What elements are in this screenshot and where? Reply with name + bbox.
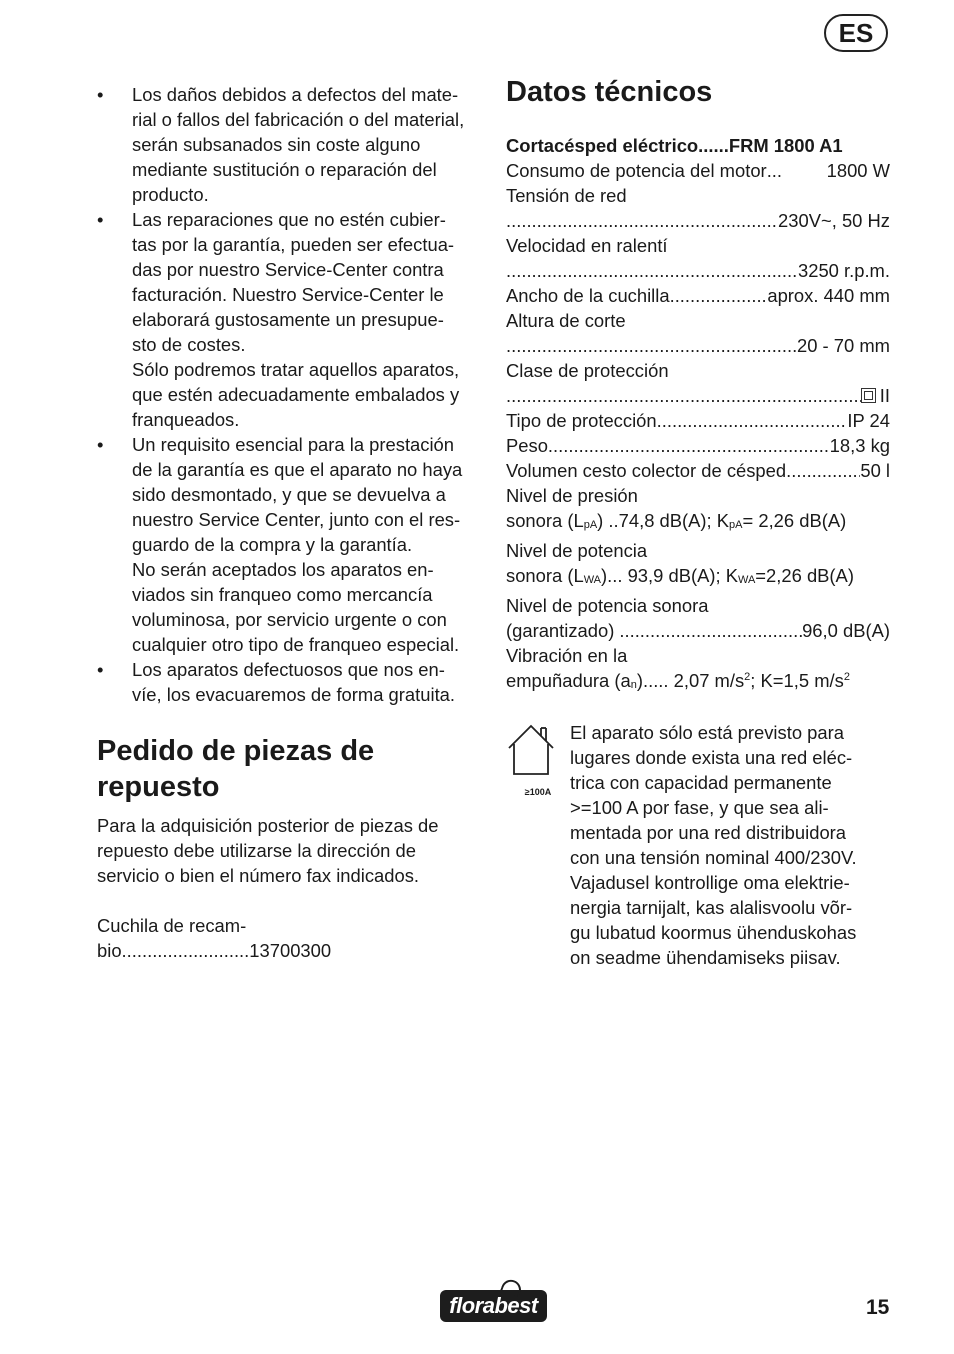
spec-row-motor [506, 158, 890, 183]
spec-row-guaranteed-power [506, 618, 890, 643]
text-line: franqueados. [132, 409, 240, 430]
spec-row-sound-power [506, 563, 890, 593]
spec-dots [506, 333, 797, 358]
spec-value-text: )... 93,9 dB(A); K [601, 565, 738, 586]
note-text [570, 720, 857, 970]
house-icon-block [506, 722, 570, 970]
list-item [97, 657, 482, 707]
spec-value-text: ; K=1,5 m/s [750, 670, 844, 691]
text-line: elaborará gustosamente un presupue- [132, 309, 444, 330]
spec-label: Velocidad en ralentí [506, 235, 668, 256]
heading-line: Pedido de piezas de [97, 735, 375, 767]
text-line: rial o fallos del fabricación o del material, [132, 109, 465, 130]
spec-row-sound-pressure [506, 508, 890, 538]
spec-label: (garantizado) [506, 620, 615, 641]
spec-value-text: =2,26 dB(A) [755, 565, 854, 586]
spec-row-basket [506, 458, 890, 483]
spec-value: IP 24 [847, 410, 890, 431]
spec-dots [548, 433, 830, 458]
spec-row-vibration [506, 668, 890, 698]
spec-row-protection-type [506, 408, 890, 433]
text-line: voluminosa, por servicio urgente o con [132, 609, 447, 630]
left-column [97, 82, 482, 963]
protection-class-ii-icon [861, 388, 876, 403]
spec-value [506, 668, 850, 698]
spec-row-voltage [506, 208, 890, 233]
section-heading-technical-data: Datos técnicos [506, 76, 713, 108]
text-line: Un requisito esencial para la prestación [132, 434, 455, 455]
text-line: Sólo podremos tratar aquellos aparatos, [132, 359, 460, 380]
subscript: pA [729, 519, 743, 531]
spec-value-text: )..... 2,07 m/s [636, 670, 745, 691]
spec-value: aprox. 440 mm [767, 285, 890, 306]
spec-value: 1800 W [826, 160, 890, 181]
grid-capacity-note [506, 720, 890, 970]
text-line: Para la adquisición posterior de piezas de [97, 815, 439, 836]
list-item [97, 432, 482, 657]
spec-value-text: II [879, 385, 890, 406]
text-line: Los aparatos defectuosos que nos en- [132, 659, 445, 680]
spec-dots [786, 458, 860, 483]
text-line: de la garantía es que el aparato no haya [132, 459, 463, 480]
spec-dots [657, 408, 848, 433]
spec-label: Volumen cesto colector de césped [506, 460, 787, 481]
text-line: mentada por una red distribuidora [570, 822, 847, 843]
text-line: que estén adecuadamente embalados y [132, 384, 460, 405]
spec-value [506, 563, 854, 593]
spec-value: 230V~, 50 Hz [778, 210, 890, 231]
spec-value: 3250 r.p.m. [797, 260, 890, 281]
warranty-list [97, 82, 482, 707]
text-line: No serán aceptados los aparatos en- [132, 559, 434, 580]
bullet: • [97, 434, 104, 455]
text-line: nuestro Service Center, junto con el res- [132, 509, 461, 530]
spec-value: 50 l [860, 460, 890, 481]
spec-label: Nivel de potencia [506, 540, 648, 561]
spare-parts-paragraph [97, 813, 482, 888]
text-line: gu lubatud koormus ühenduskohas [570, 922, 857, 943]
spec-label: Ancho de la cuchilla [506, 285, 670, 306]
text-line: Vajadusel kontrollige oma elektrie- [570, 872, 850, 893]
subscript: n [630, 679, 637, 691]
spec-value-text: = 2,26 dB(A) [742, 510, 847, 531]
page-number: 15 [866, 1296, 890, 1319]
text-line: nergia tarnijalt, kas alalisvoolu võr- [570, 897, 853, 918]
spec-label: Altura de corte [506, 310, 626, 331]
subscript: WA [583, 574, 602, 586]
text-line: tas por la garantía, pueden ser efectua- [132, 234, 455, 255]
section-heading-spare-parts [97, 733, 482, 805]
spec-dots: ...... [698, 135, 729, 156]
spec-row-idle [506, 258, 890, 283]
text-line: Las reparaciones que no estén cubier- [132, 209, 446, 230]
spec-label: Consumo de potencia del motor [506, 160, 767, 181]
spec-dots [670, 283, 768, 308]
spec-label: empuñadura (a [506, 670, 631, 691]
superscript: 2 [744, 671, 751, 683]
text-line: facturación. Nuestro Service-Center le [132, 284, 444, 305]
spec-dots [506, 258, 798, 283]
spec-row-weight [506, 433, 890, 458]
text-line: serán subsanados sin coste alguno [132, 134, 421, 155]
spec-label: sonora (L [506, 565, 584, 586]
spec-dots [619, 618, 802, 643]
text-line: con una tensión nominal 400/230V. [570, 847, 857, 868]
list-item [97, 207, 482, 432]
text-line: cualquier otro tipo de franqueo especial. [132, 634, 460, 655]
spec-label: Nivel de potencia sonora [506, 595, 709, 616]
right-column [506, 74, 890, 970]
text-line: viados sin franqueo como mercancía [132, 584, 433, 605]
text-line: El aparato sólo está previsto para [570, 722, 844, 743]
bullet: • [97, 84, 104, 105]
spec-value: 20 - 70 mm [796, 335, 890, 356]
spec-label: sonora (L [506, 510, 584, 531]
bullet: • [97, 209, 104, 230]
spec-label: Tensión de red [506, 185, 627, 206]
text-line: producto. [132, 184, 209, 205]
subscript: WA [737, 574, 756, 586]
spec-label: Vibración en la [506, 645, 628, 666]
house-icon [506, 722, 556, 778]
text-line: Los daños debidos a defectos del mate- [132, 84, 459, 105]
text-line: guardo de la compra y la garantía. [132, 534, 413, 555]
language-badge: ES [824, 14, 888, 52]
text-line: sto de costes. [132, 334, 246, 355]
text-line: lugares donde exista una red eléc- [570, 747, 853, 768]
superscript: 2 [843, 671, 850, 683]
spec-dots: ... [766, 160, 783, 181]
heading-line: repuesto [97, 771, 220, 803]
text-line: bio.........................13700300 [97, 940, 332, 961]
spec-value-text: ) ..74,8 dB(A); K [597, 510, 730, 531]
text-line: trica con capacidad permanente [570, 772, 832, 793]
florabest-logo: florabest [440, 1290, 547, 1322]
spec-value: 96,0 dB(A) [802, 620, 890, 641]
spec-value [506, 508, 846, 538]
bullet: • [97, 659, 104, 680]
spec-value: FRM 1800 A1 [728, 135, 843, 156]
text-line: >=100 A por fase, y que sea ali- [570, 797, 829, 818]
spec-dots [506, 383, 861, 408]
text-line: sido desmontado, y que se devuelva a [132, 484, 446, 505]
text-line: mediante sustitución o reparación del [132, 159, 437, 180]
text-line: víe, los evacuaremos de forma gratuita. [132, 684, 456, 705]
spec-row-model [506, 133, 890, 158]
icon-caption: ≥100A [524, 787, 552, 797]
text-line: repuesto debe utilizarse la dirección de [97, 840, 416, 861]
spec-label: Cortacésped eléctrico [506, 135, 699, 156]
spec-row-blade [506, 283, 890, 308]
spec-row-cut-height [506, 333, 890, 358]
text-line: Cuchila de recam- [97, 915, 247, 936]
spec-value: 18,3 kg [829, 435, 890, 456]
spec-dots [506, 208, 778, 233]
spec-row-protection-class [506, 383, 890, 408]
subscript: pA [583, 519, 598, 531]
text-line: on seadme ühendamiseks piisav. [570, 947, 841, 968]
list-item [97, 82, 482, 207]
spare-blade-entry [97, 913, 482, 963]
spec-label: Tipo de protección [506, 410, 657, 431]
text-line: das por nuestro Service-Center contra [132, 259, 444, 280]
spec-label: Nivel de presión [506, 485, 638, 506]
spec-label: Peso [506, 435, 548, 456]
spec-label: Clase de protección [506, 360, 669, 381]
text-line: servicio o bien el número fax indicados. [97, 865, 420, 886]
spec-value [861, 383, 890, 408]
